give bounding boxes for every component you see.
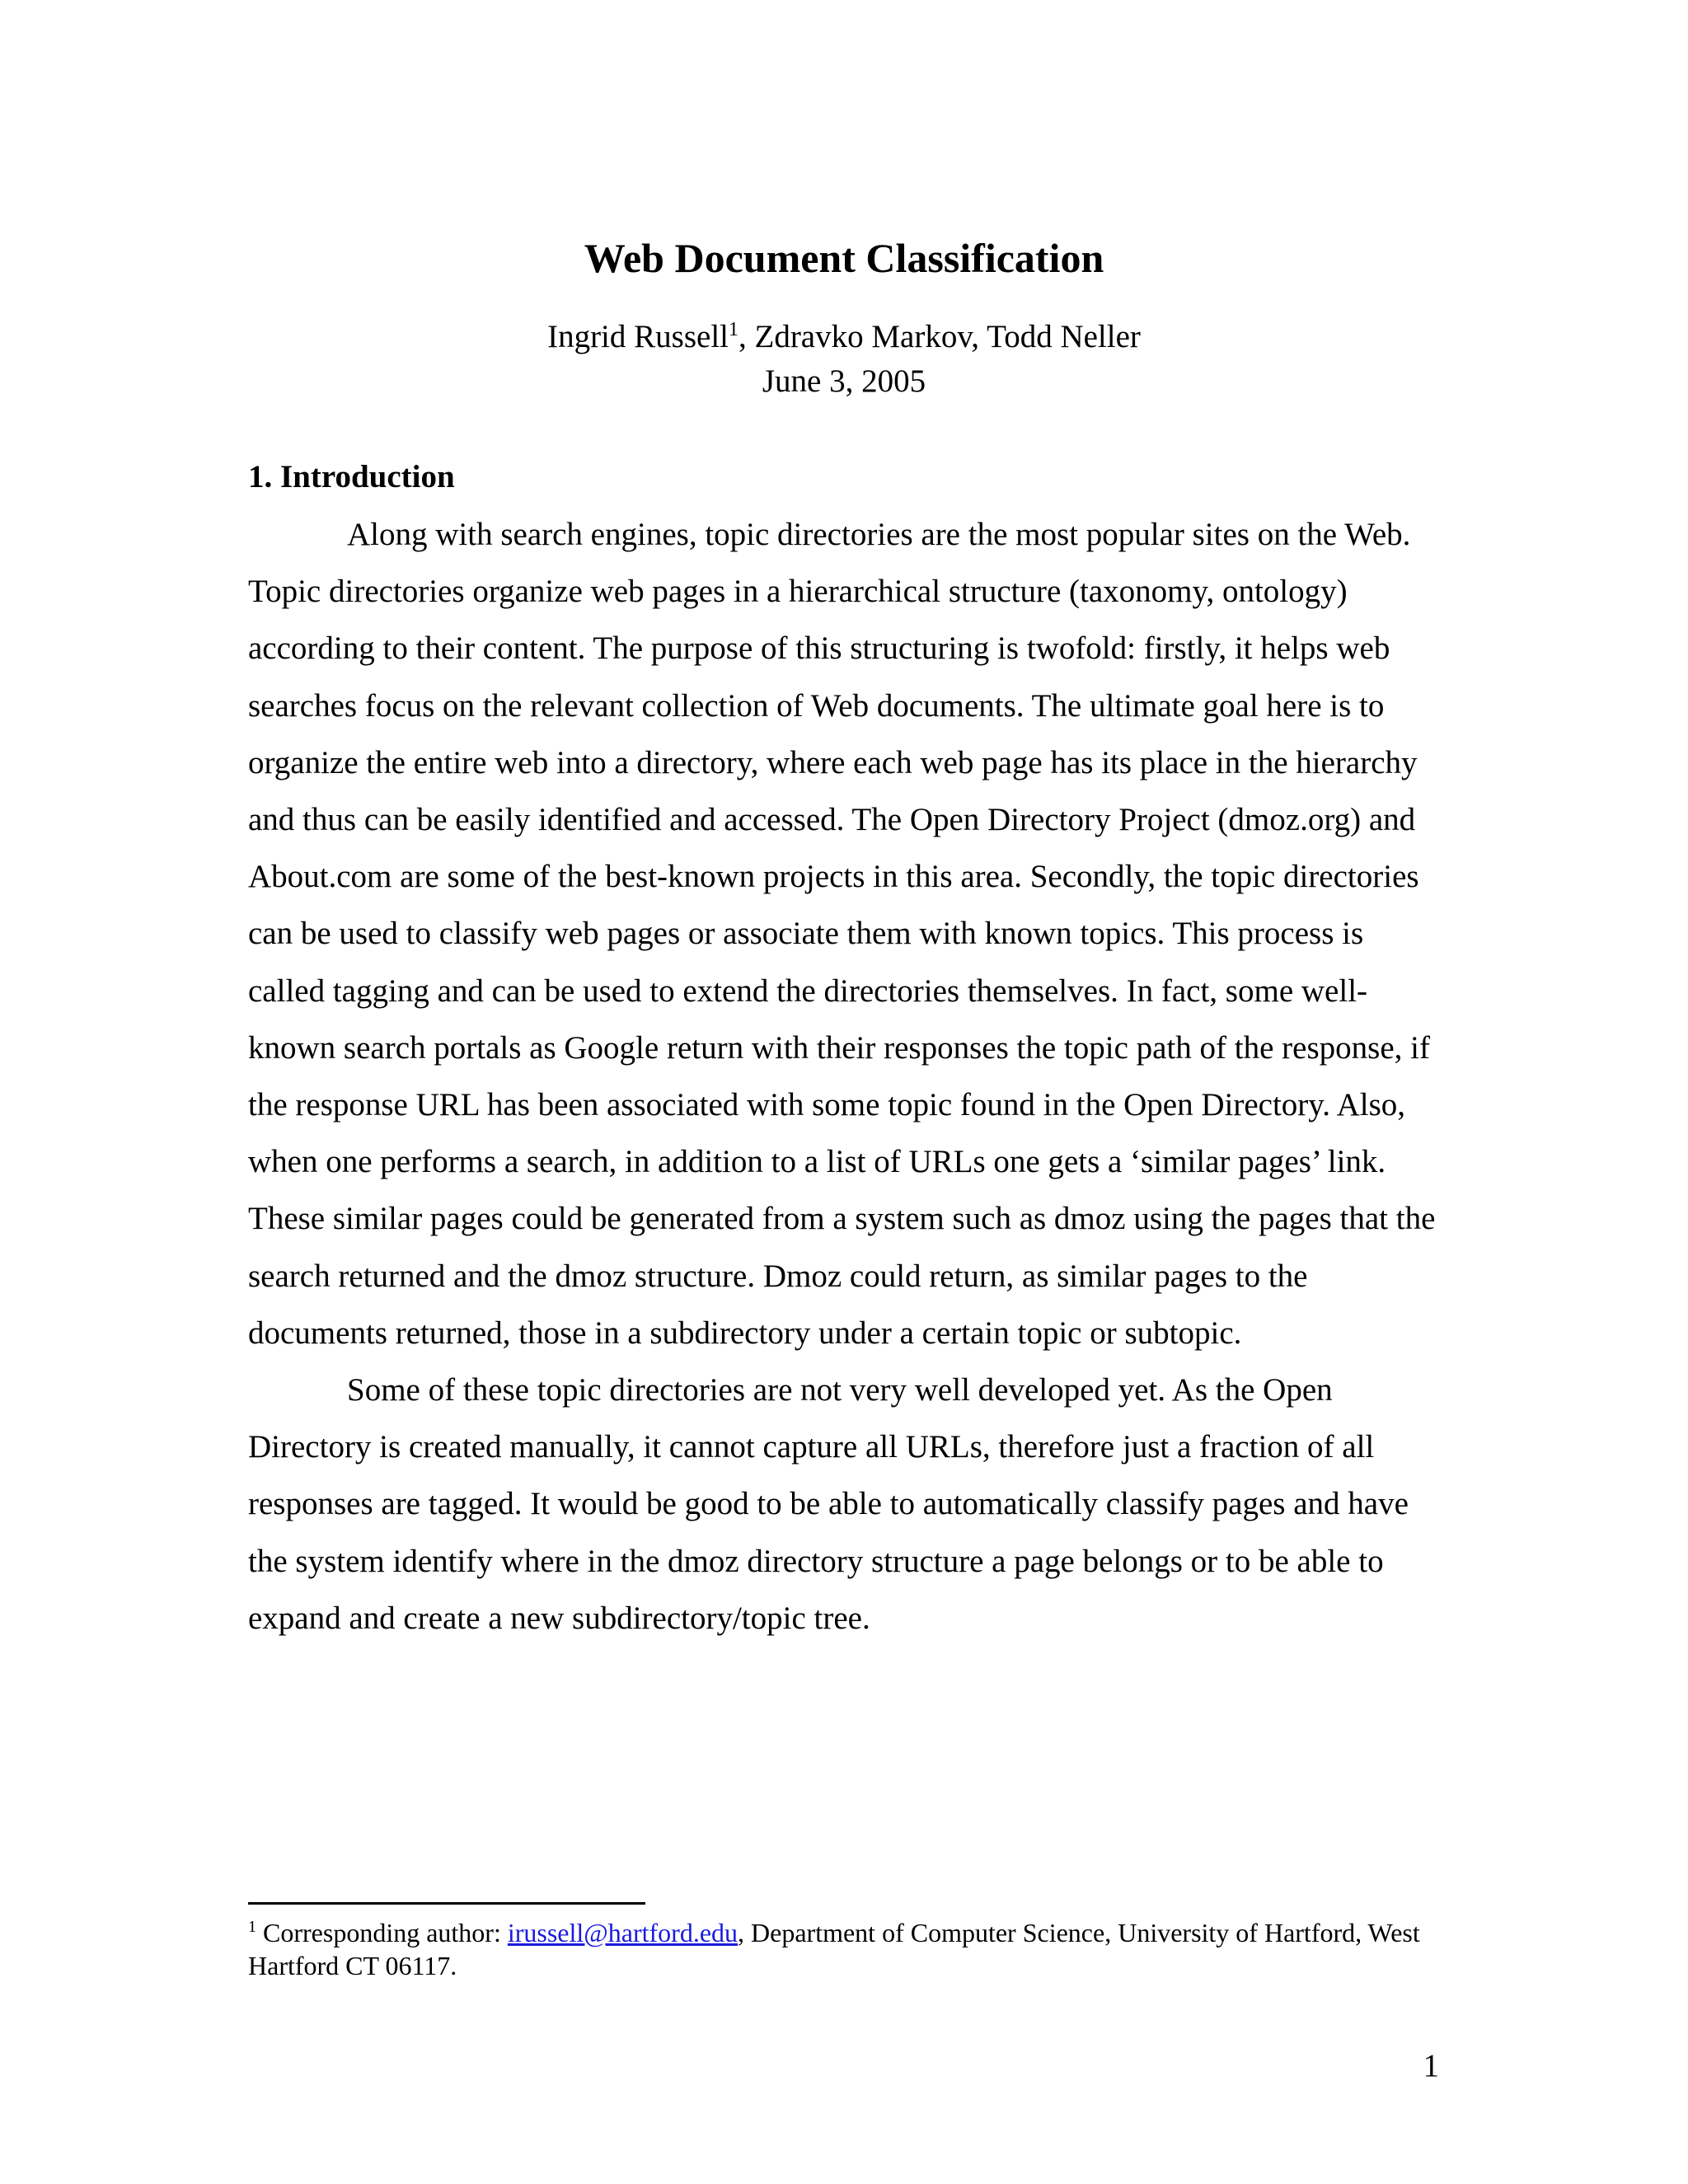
paragraph: Along with search engines, topic directories are the most popular sites on the Web. Topic directories organize web pages in a hierarchical structure (taxonomy, ontology) according to their content. The purpose of this structuring is twofold: firstly, it helps web searches focus on the relevant collection of Web documents. The ultimate goal here is to organize the entire web into a directory, where each web page has its place in the hierarchy and thus can be easily identified and accessed. The Open Directory Project (dmoz.org) and About.com are some of the best-known projects in this area. Secondly, the topic directories can be used to classify web pages or associate them with known topics. This process is called tagging and can be used to extend the directories themselves. In fact, some well-known search portals as Google return with their responses the topic path of the response, if the response URL has been associated with some topic found in the Open Directory. Also, when one performs a search, in addition to a list of URLs one gets a ‘similar pages’ link. These similar pages could be generated from a system such as dmoz using the pages that the search returned and the dmoz structure. Dmoz could return, as similar pages to the documents returned, those in a subdirectory under a certain topic or subtopic.: [248, 517, 1436, 1351]
author-email-link[interactable]: irussell@hartford.edu: [507, 1918, 738, 1947]
document-date: June 3, 2005: [762, 363, 926, 399]
first-author: Ingrid Russell: [547, 319, 729, 354]
section-heading: 1. Introduction: [248, 459, 455, 494]
paragraph: Some of these topic directories are not very well developed yet. As the Open Directory is created manually, it cannot capture all URLs, therefore just a fraction of all responses are tagged. It would be good to be able to automatically classify pages and have the system identify where in the dmoz directory structure a page belongs or to be able to expand and create a new subdirectory/topic tree.: [248, 1372, 1409, 1636]
other-authors: , Zdravko Markov, Todd Neller: [738, 319, 1141, 354]
author-line: [0, 315, 1688, 359]
author-footnote-marker[interactable]: 1: [729, 319, 738, 340]
document-title: Web Document Classification: [584, 235, 1104, 281]
footnote-divider: [248, 1902, 645, 1905]
section-body: [248, 506, 1439, 1647]
footnote-prefix: Corresponding author:: [256, 1918, 508, 1947]
footnote: [248, 1916, 1439, 1982]
footnote-marker: 1: [248, 1918, 256, 1936]
page-number: 1: [1423, 2048, 1439, 2083]
footnote-affiliation: , Department of Computer Science, University of Hartford, West Hartford CT 06117.: [248, 1918, 1420, 1980]
